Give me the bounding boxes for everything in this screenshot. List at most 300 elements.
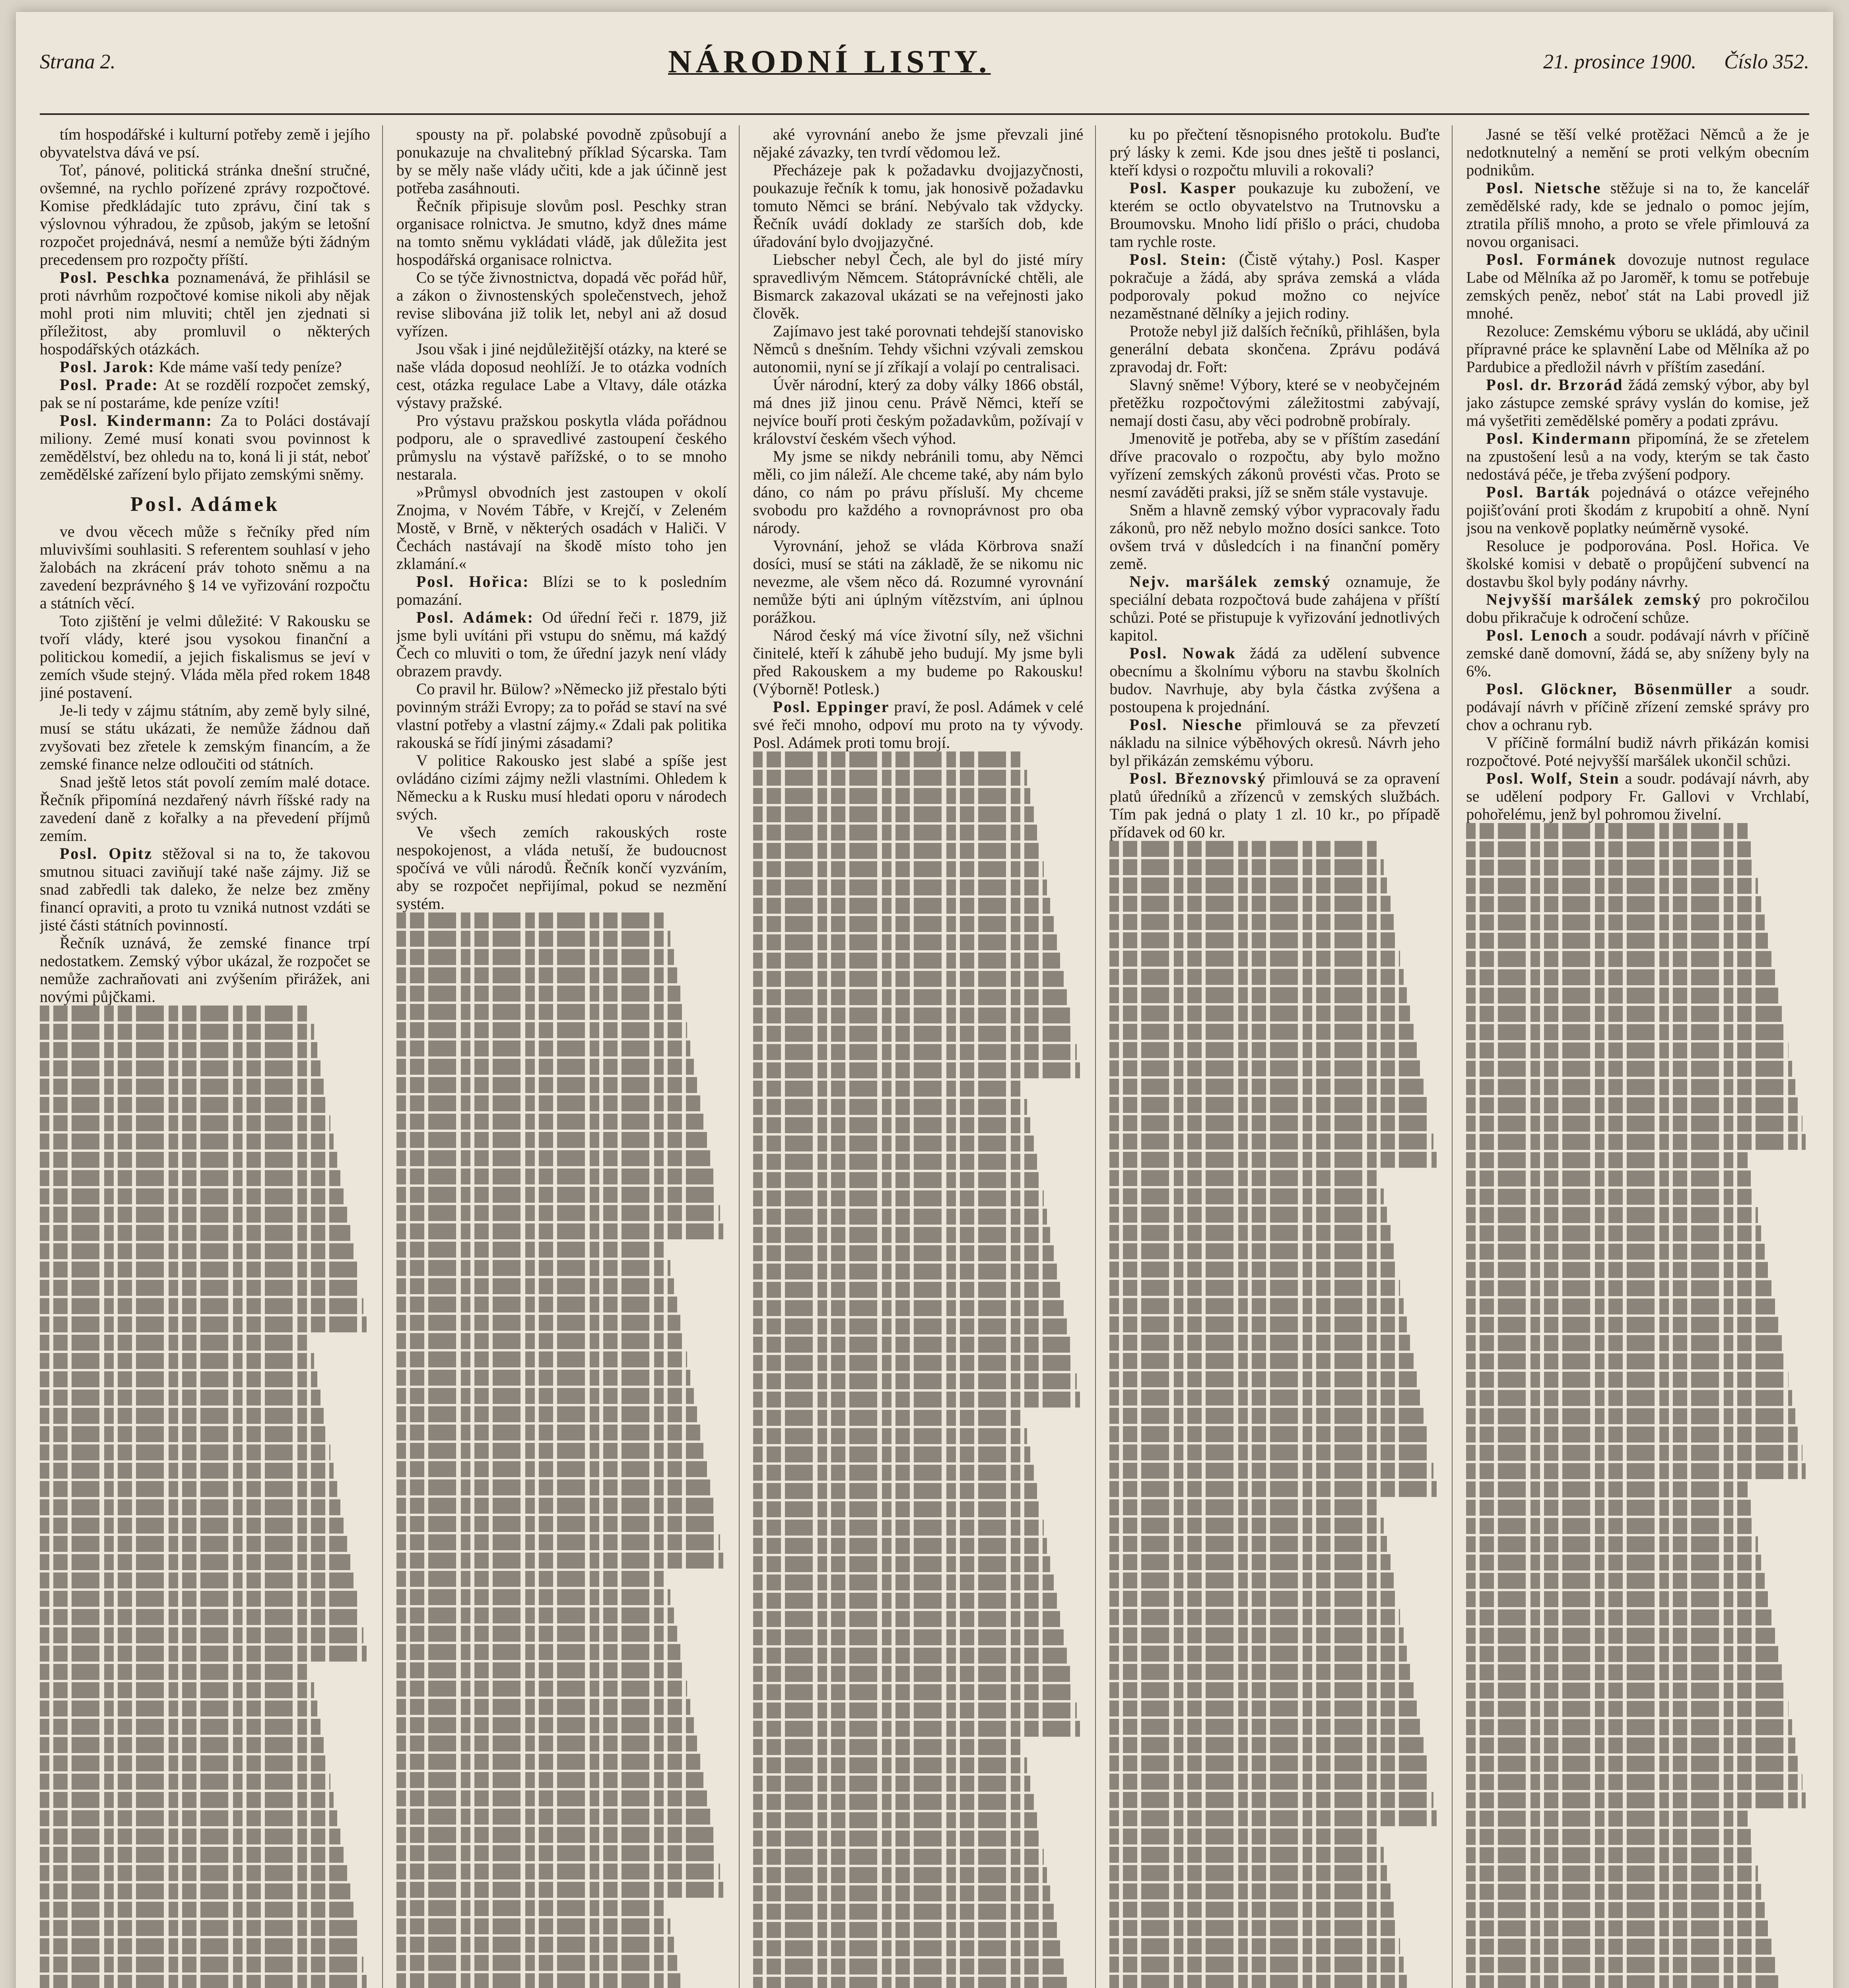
text-line-texture	[1466, 1609, 1771, 1625]
text-line-texture	[1466, 1920, 1768, 1936]
text-line-texture	[396, 1955, 677, 1971]
speaker-name: Posl. Březnovský	[1129, 769, 1267, 787]
text-line-texture	[396, 1772, 704, 1788]
speaker-name: Posl. Kindermann	[1486, 429, 1631, 447]
speaker-name: Posl. Niesche	[1129, 716, 1243, 734]
speaker-name: Nejvyšší maršálek zemský	[1486, 590, 1702, 608]
article-paragraph	[396, 268, 727, 340]
text-line-texture	[1466, 1189, 1754, 1205]
speaker-name: Posl. Hořica:	[416, 573, 530, 590]
paragraph-text: Ve všech zemích rakouských roste nespokojenost, a vláda netuší, že budoucnost spočívá ve vůli národů. Řečník končí vyzváním, aby se rozpočet nepřijímal, pokud se nezmění systém.	[396, 823, 727, 912]
text-line-texture	[396, 912, 667, 928]
text-line-texture	[753, 1136, 1034, 1151]
text-line-texture	[753, 1739, 1024, 1755]
text-line-texture	[1109, 1719, 1420, 1735]
text-line-texture	[1466, 1555, 1761, 1571]
text-line-texture	[40, 1573, 353, 1588]
text-line-texture	[40, 1682, 314, 1698]
text-line-texture	[396, 1589, 671, 1605]
text-line-texture	[1109, 1554, 1390, 1570]
article-paragraph	[40, 268, 370, 358]
text-line-texture	[396, 1790, 707, 1806]
text-line-texture	[1466, 1299, 1775, 1314]
text-line-texture	[396, 1443, 704, 1459]
text-line-texture	[753, 953, 1060, 969]
text-line-texture	[753, 1282, 1060, 1298]
speaker-name: Posl. Peschka	[60, 268, 171, 286]
text-line-texture	[396, 1461, 707, 1477]
print-texture	[396, 912, 727, 1988]
text-line-texture	[1109, 932, 1397, 948]
text-line-texture	[1109, 1518, 1384, 1534]
speaker-name: Posl. Nietsche	[1486, 179, 1602, 197]
speaker-name: Posl. Glöckner, Bösenmüller	[1486, 680, 1733, 698]
text-line-texture	[396, 1973, 680, 1988]
text-line-texture	[753, 1428, 1027, 1444]
text-line-texture	[40, 1755, 327, 1771]
article-paragraph	[40, 845, 370, 934]
speaker-name: Posl. Kasper	[1129, 179, 1237, 197]
text-line-texture	[1466, 1024, 1785, 1040]
paragraph-text: Sněm a hlavně zemský výbor vypracovaly řadu zákonů, pro něž nebylo možno dosíci sankce. Toto ovšem trvá v důsledcích i na finanční poměry země.	[1109, 501, 1440, 573]
speaker-name: Posl. Prade:	[60, 376, 159, 394]
text-line-texture	[1466, 1262, 1768, 1278]
text-line-texture	[753, 1318, 1067, 1334]
paragraph-text: Jasné se těší velké protěžaci Němců a že je nedotknutelný a nemění se proti velkým obecním podnikům.	[1466, 125, 1809, 179]
text-line-texture	[1466, 1719, 1792, 1735]
article-paragraph	[396, 197, 727, 268]
paragraph-text: At se rozdělí rozpočet zemský, pak se ní postaráme, kde peníze vzíti!	[40, 376, 370, 412]
text-line-texture	[396, 931, 671, 947]
text-line-texture	[753, 1062, 1080, 1078]
text-line-texture	[1109, 1006, 1410, 1021]
article-paragraph	[1109, 429, 1440, 501]
text-line-texture	[40, 1298, 363, 1314]
paragraph-text: dovozuje nutnost regulace Labe od Mělníka až po Jaroměř, k tomu se potřebuje zemských peněz, neboť stát na Labi provedl již mnohé.	[1466, 250, 1809, 322]
text-line-texture	[1109, 1170, 1380, 1186]
text-line-texture	[1466, 1408, 1795, 1424]
paragraph-text: připomíná, že se zřetelem na zpustošení lesů a na vody, kterým se tak často nedostává péče, je třeba zvýšení podpory.	[1466, 429, 1809, 483]
text-line-texture	[1466, 1701, 1789, 1717]
text-line-texture	[1466, 1097, 1799, 1113]
article-paragraph	[396, 412, 727, 483]
text-line-texture	[1109, 1408, 1423, 1424]
text-line-texture	[753, 1867, 1047, 1883]
speaker-name: Nejv. maršálek zemský	[1129, 573, 1331, 590]
text-line-texture	[753, 1977, 1067, 1988]
paragraph-text: Slavný sněme! Výbory, které se v neobyčejném přetěžku rozpočtovými záležitostmi zabývají, nemají dosti času, aby věci podrobně probíraly.	[1109, 376, 1440, 429]
text-line-texture	[753, 1648, 1067, 1664]
paragraph-text: Úvěr národní, který za doby války 1866 obstál, má dnes již jinou cenu. Právě Němci, kteří se nejvíce bouří proti českým požadavkům, požívají v království českém všech výhod.	[753, 376, 1084, 447]
text-line-texture	[396, 1900, 667, 1916]
masthead-rule	[40, 113, 1809, 115]
text-line-texture	[1109, 1371, 1417, 1387]
text-line-texture	[40, 1243, 353, 1259]
text-line-texture	[1109, 1774, 1430, 1790]
text-line-texture	[40, 1262, 357, 1277]
text-line-texture	[1109, 1938, 1400, 1954]
text-line-texture	[40, 1006, 311, 1021]
section-heading: Posl. Adámek	[130, 493, 280, 516]
text-line-texture	[1109, 1591, 1397, 1607]
text-line-texture	[1109, 1792, 1433, 1808]
article-paragraph	[396, 751, 727, 823]
text-line-texture	[40, 1536, 347, 1552]
speaker-name: Posl. Kindermann:	[60, 412, 213, 429]
text-line-texture	[1466, 1225, 1761, 1241]
text-line-texture	[396, 1607, 674, 1623]
paragraph-text: (Čistě výtahy.) Posl. Kasper pokračuje a žádá, aby správa zemská a vláda podporovaly pokud možno co nejvíce nezaměstnané dělníky a jejich rodiny.	[1109, 250, 1440, 322]
paragraph-text: V politice Rakousko jest slabé a spíše jest ovládáno cizími zájmy nežli vlastními. Ohledem k Německu a k Rusku musí hledati oporu v národech svých.	[396, 751, 727, 823]
text-line-texture	[753, 1355, 1074, 1371]
paragraph-text: Je-li tedy v zájmu státním, aby země byly silné, musí se státu ukázati, že nemůže žádnou daň zvyšovati bez zřetele k zemským financím, a že zemské finance nelze odloučiti od státních.	[40, 701, 370, 773]
article-paragraph	[396, 483, 727, 573]
text-line-texture	[1466, 1390, 1792, 1406]
text-line-texture	[1109, 1975, 1407, 1988]
paragraph-text: Snad ještě letos stát povolí zemím malé dotace. Řečník připomíná nezdařený návrh říšské rady na zavedení daně z kořalky a na převedení příjmů zemím.	[40, 773, 370, 845]
column-3	[753, 125, 1096, 1988]
text-line-texture	[1109, 1243, 1393, 1259]
text-line-texture	[1109, 896, 1390, 912]
paragraph-text: Toto zjištění je velmi důležité: V Rakousku se tvoří vlády, které jsou vysokou finanční a politickou komedií, a jejich fiskalismus se jeví v zemích všude stejný. Vláda měla před rokem 1848 jiné postavení.	[40, 612, 370, 701]
text-line-texture	[396, 1205, 720, 1221]
text-line-texture	[40, 1902, 353, 1918]
text-line-texture	[1466, 1481, 1747, 1497]
paragraph-text: Jmenovitě je potřeba, aby se v příštím zasedání dříve pracovalo o rozpočtu, aby bylo možno vyřízení zemských zákonů provésti včas. Proto se nesmí zaváděti praksi, jíž se sněm stále vystavuje.	[1109, 429, 1440, 501]
text-line-texture	[1109, 951, 1400, 967]
article-paragraph	[1466, 769, 1809, 823]
text-line-texture	[40, 1829, 340, 1844]
text-line-texture	[753, 1337, 1070, 1353]
text-line-texture	[753, 1044, 1077, 1060]
text-line-texture	[753, 1593, 1057, 1609]
speaker-name: Posl. Formánek	[1486, 250, 1617, 268]
text-line-texture	[753, 1757, 1027, 1773]
text-line-texture	[1466, 1500, 1751, 1516]
article-paragraph	[1109, 322, 1440, 376]
issue-date: 21. prosince 1900.	[1543, 50, 1697, 73]
text-line-texture	[396, 1736, 697, 1751]
article-paragraph	[40, 773, 370, 845]
text-line-texture	[753, 1099, 1027, 1115]
column-5	[1466, 125, 1809, 1988]
text-line-texture	[1466, 896, 1761, 912]
text-line-texture	[753, 825, 1037, 841]
text-line-texture	[396, 1077, 697, 1093]
text-line-texture	[40, 1426, 327, 1442]
paragraph-text: »Průmysl obvodních jest zastoupen v okolí Znojma, v Novém Tábře, v Krejčí, v Zeleném Mostě, v Brně, v některých osadách v Haliči. V Čechách nastávají na škodě místo toho jen zklamání.«	[396, 483, 727, 573]
text-line-texture	[1466, 841, 1751, 857]
text-line-texture	[40, 1554, 350, 1570]
text-line-texture	[40, 1207, 347, 1223]
text-line-texture	[1466, 969, 1775, 985]
paragraph-text: V příčině formální budiž návrh přikázán komisi rozpočtové. Poté nejvyšší maršálek ukončil schůzi.	[1466, 734, 1809, 769]
text-line-texture	[1466, 1884, 1761, 1900]
text-line-texture	[753, 1849, 1044, 1865]
speaker-name: Posl. Eppinger	[773, 698, 890, 716]
text-line-texture	[396, 1022, 687, 1038]
article-paragraph	[1466, 483, 1809, 537]
text-line-texture	[1109, 914, 1393, 930]
text-line-texture	[40, 1774, 330, 1790]
masthead	[40, 12, 1809, 111]
text-line-texture	[40, 1188, 344, 1204]
article-paragraph	[40, 125, 370, 161]
text-line-texture	[40, 1444, 330, 1460]
text-line-texture	[753, 1831, 1041, 1846]
text-line-texture	[753, 751, 1024, 767]
paragraph-text: Řečník připisuje slovům posl. Peschky stran organisace rolnictva. Je smutno, když dnes máme na tomto sněmu vykládati vládě, jak důležita jest hospodářská organisace rolnictva.	[396, 197, 727, 268]
article-paragraph	[1466, 322, 1809, 376]
text-line-texture	[1109, 1060, 1420, 1076]
paragraph-text: pojednává o otázce veřejného pojišťování proti škodám z krupobití a ohně. Nyní jsou na venkově poplatky neúměrně vysoké.	[1466, 483, 1809, 537]
text-line-texture	[396, 1333, 684, 1349]
article-paragraph	[396, 340, 727, 412]
text-line-texture	[396, 1278, 674, 1294]
text-line-texture	[1109, 1115, 1430, 1131]
speaker-name: Posl. Nowak	[1129, 644, 1236, 662]
print-texture	[1466, 823, 1809, 1988]
text-line-texture	[396, 1004, 684, 1020]
text-line-texture	[753, 898, 1051, 914]
text-line-texture	[1109, 1316, 1407, 1332]
text-line-texture	[40, 1042, 317, 1058]
text-line-texture	[753, 1574, 1054, 1590]
text-line-texture	[1466, 1134, 1806, 1150]
text-line-texture	[396, 1223, 723, 1239]
text-line-texture	[753, 1172, 1041, 1188]
speaker-name: Posl. Jarok:	[60, 358, 155, 376]
text-line-texture	[1109, 1262, 1397, 1277]
text-line-texture	[40, 1938, 360, 1954]
text-line-texture	[396, 1864, 720, 1879]
text-line-texture	[1109, 878, 1387, 893]
article-paragraph	[753, 125, 1084, 161]
paragraph-text: žádá za udělení subvence obecnímu a školnímu výboru na stavbu školních budov. Navrhuje, aby byla částka zvýšena a postoupena k projednání.	[1109, 644, 1440, 716]
paragraph-text: Kde máme vaší tedy peníze?	[159, 358, 342, 376]
text-line-texture	[40, 1353, 314, 1369]
text-line-texture	[40, 1865, 347, 1881]
article-paragraph	[1109, 179, 1440, 250]
paragraph-text: žádá zemský výbor, aby byl jako zástupce zemské správy vyslán do komise, jež má vyšetřiti zemědělské poměry a podati zprávu.	[1466, 376, 1809, 429]
text-line-texture	[396, 1150, 710, 1166]
text-line-texture	[1109, 1463, 1433, 1479]
text-line-texture	[753, 1026, 1074, 1042]
text-line-texture	[1109, 1499, 1380, 1515]
paragraph-text: a soudr. podávají návrh v příčině zřízení zemské správy pro chov a ochranu ryb.	[1466, 680, 1809, 734]
paragraph-text: spousty na př. polabské povodně způsobují a ponukazuje na chvalitebný příklad Sýcarska. Tam by se měly naše vlády učiti, kde a jak účinně jest potřeba zasáhnouti.	[396, 125, 727, 197]
text-line-texture	[396, 1260, 671, 1276]
text-line-texture	[396, 1187, 717, 1203]
article-paragraph	[1466, 125, 1809, 179]
text-line-texture	[1466, 1518, 1754, 1534]
text-line-texture	[40, 1957, 363, 1972]
text-line-texture	[40, 1170, 340, 1186]
text-line-texture	[1466, 1573, 1765, 1589]
print-texture	[753, 751, 1084, 1988]
text-line-texture	[1466, 1774, 1802, 1790]
text-line-texture	[1109, 987, 1407, 1003]
text-line-texture	[753, 1794, 1034, 1810]
article-paragraph	[753, 626, 1084, 698]
text-line-texture	[1109, 1335, 1410, 1351]
text-line-texture	[1466, 1244, 1765, 1260]
speaker-name: Posl. Barták	[1486, 483, 1591, 501]
text-line-texture	[40, 1646, 367, 1662]
text-line-texture	[1466, 1792, 1806, 1808]
text-line-texture	[753, 1776, 1031, 1792]
text-line-texture	[396, 1242, 667, 1258]
text-line-texture	[1466, 860, 1754, 876]
text-line-texture	[753, 879, 1047, 895]
text-line-texture	[40, 1060, 320, 1076]
text-line-texture	[753, 1629, 1064, 1645]
paragraph-text: pro pokročilou dobu přikračuje k odročení schůze.	[1466, 590, 1809, 626]
paragraph-text: Rezoluce: Zemskému výboru se ukládá, aby učinil přípravné práce ke splavnění Labe od Mělníka až po Pardubice a předložil návrh v příštím zasedání.	[1466, 322, 1809, 376]
text-line-texture	[1466, 914, 1765, 930]
text-line-texture	[40, 1792, 334, 1808]
paragraph-text: aké vyrovnání anebo že jsme převzali jiné nějaké závazky, ten tvrdí vědomou lež.	[753, 125, 1084, 161]
text-line-texture	[1109, 1701, 1417, 1716]
paragraph-text: Jsou však i jiné nejdůležitější otázky, na které se naše vláda doposud neohlíží. Je to otázka vodních cest, otázka regulace Labe a Vltavy, dále otázka výstavy pražské.	[396, 340, 727, 412]
text-line-texture	[40, 1920, 357, 1936]
issue-number: Číslo 352.	[1724, 50, 1809, 73]
article-paragraph	[1109, 125, 1440, 179]
article-paragraph	[753, 447, 1084, 537]
text-line-texture	[40, 1225, 350, 1241]
text-line-texture	[753, 1721, 1080, 1737]
text-line-texture	[40, 1737, 324, 1753]
article-paragraph	[1109, 716, 1440, 769]
text-line-texture	[1466, 1683, 1785, 1699]
text-line-texture	[1109, 1646, 1407, 1662]
paragraph-text: a soudr. podávají návrh v příčině zemské daně domovní, žádá se, aby sníženy byly na 6%.	[1466, 626, 1809, 680]
paragraph-text: ve dvou věcech může s řečníky před ním mluvivšími souhlasiti. S referentem souhlasí v jeho žalobách na zkrácení práv tohoto sněmu a na zavedení bezprávného § 14 ve vyřizování rozpočtu a státních věcí.	[40, 522, 370, 612]
text-line-texture	[1466, 1353, 1785, 1369]
text-line-texture	[396, 1479, 710, 1495]
text-line-texture	[1109, 841, 1380, 857]
text-line-texture	[753, 1520, 1044, 1536]
paragraph-text: tím hospodářské i kulturní potřeby země i jejího obyvatelstva dává ve psí.	[40, 125, 370, 161]
text-line-texture	[40, 1518, 344, 1534]
print-texture	[1109, 841, 1440, 1988]
text-line-texture	[1109, 1865, 1387, 1881]
text-line-texture	[1109, 1298, 1403, 1314]
article-paragraph	[753, 161, 1084, 250]
text-line-texture	[753, 1465, 1034, 1481]
text-line-texture	[40, 1335, 311, 1351]
text-line-texture	[753, 843, 1041, 859]
text-line-texture	[40, 1810, 337, 1826]
article-paragraph	[396, 680, 727, 751]
text-line-texture	[40, 1280, 360, 1296]
text-line-texture	[40, 1719, 320, 1735]
text-line-texture	[1109, 1810, 1436, 1826]
text-line-texture	[753, 934, 1057, 950]
text-line-texture	[396, 1754, 700, 1770]
text-line-texture	[753, 1904, 1054, 1920]
column-4	[1109, 125, 1453, 1988]
masthead-meta	[1543, 50, 1809, 74]
text-line-texture	[753, 1392, 1080, 1408]
text-line-texture	[40, 1097, 327, 1113]
article-paragraph	[1466, 626, 1809, 680]
paragraph-text: Za to Poláci dostávají miliony. Zemé musí konati svou povinnost k zemědělství, bez ohledu na to, koná li ji stát, neboť zemědělské zařízení bylo přijato zemskými sněmy.	[40, 412, 370, 483]
text-line-texture	[396, 1516, 717, 1532]
text-line-texture	[40, 1115, 330, 1131]
text-line-texture	[753, 1940, 1060, 1956]
text-line-texture	[753, 1812, 1037, 1828]
text-line-texture	[1466, 951, 1771, 967]
text-line-texture	[1109, 1152, 1436, 1168]
text-line-texture	[1109, 1481, 1436, 1497]
text-line-texture	[396, 1498, 714, 1514]
text-line-texture	[1466, 1317, 1778, 1333]
text-line-texture	[1466, 1152, 1747, 1168]
speaker-name: Posl. Wolf, Stein	[1486, 769, 1620, 787]
article-paragraph	[396, 608, 727, 680]
text-line-texture	[1466, 1536, 1758, 1552]
text-line-texture	[40, 1609, 360, 1625]
paragraph-text: přimlouvá se za opravení platů úředníků a zřízenců v zemských službách. Tím pak jedná o platy 1 zl. 10 kr., po případě přídavek od 60 kr.	[1109, 769, 1440, 841]
text-line-texture	[1466, 1756, 1799, 1772]
paragraph-text: Protože nebyl již dalších řečníků, přihlášen, byla generální debata skončena. Zprávu podává zpravodaj dr. Fořt:	[1109, 322, 1440, 376]
article-paragraph	[1109, 250, 1440, 322]
text-line-texture	[1109, 1829, 1380, 1844]
article-paragraph	[1466, 734, 1809, 769]
text-columns	[40, 125, 1809, 1988]
article-paragraph	[396, 573, 727, 608]
text-line-texture	[40, 1152, 337, 1168]
paragraph-text: Řečník uznává, že zemské finance trpí nedostatkem. Zemský výbor ukázal, že rozpočet se nemůže zachraňovati ani zvýšením přirážek, ani novými půjčkami.	[40, 934, 370, 1006]
text-line-texture	[40, 1079, 324, 1095]
paragraph-text: Zajímavo jest také porovnati tehdejší stanovisko Němců s dnešním. Tehdy všichni vzývali zemskou autonomii, nyní se jí zříkají a volají po centralisaci.	[753, 322, 1084, 376]
text-line-texture	[1109, 1079, 1423, 1095]
text-line-texture	[1466, 1939, 1771, 1955]
article-paragraph	[1109, 644, 1440, 716]
article-paragraph	[40, 934, 370, 1006]
text-line-texture	[753, 1300, 1064, 1316]
paragraph-text: My jsme se nikdy nebránili tomu, aby Němci měli, co jim náleží. Ale chceme také, aby nám bylo dáno, co nám po právu přísluší. My chceme svobodu pro každého a rovnoprávnost pro oba národy.	[753, 447, 1084, 537]
text-line-texture	[1466, 878, 1758, 894]
text-line-texture	[1466, 988, 1778, 1004]
text-line-texture	[396, 1937, 674, 1953]
text-line-texture	[1109, 1353, 1413, 1369]
text-line-texture	[1466, 1006, 1782, 1022]
article-paragraph	[753, 698, 1084, 751]
text-line-texture	[753, 971, 1064, 987]
paragraph-text: ku po přečtení těsnopisného protokolu. Buďte prý lásky k zemi. Kde jsou dnes ještě ti poslanci, kteří kdysi o rozpočtu mluvili a rokovali?	[1109, 125, 1440, 179]
text-line-texture	[40, 1847, 344, 1863]
text-line-texture	[753, 1446, 1031, 1462]
text-line-texture	[1109, 1737, 1423, 1753]
text-line-texture	[1466, 1628, 1775, 1644]
text-line-texture	[396, 1425, 700, 1441]
text-line-texture	[396, 1370, 690, 1386]
text-line-texture	[1466, 1445, 1802, 1461]
article-paragraph	[1466, 680, 1809, 734]
text-line-texture	[1109, 1207, 1387, 1223]
text-line-texture	[40, 1371, 317, 1387]
text-line-texture	[1466, 1957, 1775, 1973]
newspaper-title: NÁRODNÍ LISTY.	[668, 43, 991, 80]
article-paragraph	[40, 412, 370, 483]
text-line-texture	[40, 1463, 334, 1479]
print-texture	[40, 1006, 370, 1988]
text-line-texture	[1466, 1427, 1799, 1442]
paragraph-text: Liebscher nebyl Čech, ale byl do jisté míry spravedlivým Němcem. Státoprávnícké chtěli, ale Bismarck zakazoval ukázati se na veřejnosti jako člověk.	[753, 250, 1084, 322]
paragraph-text: oznamuje, že speciální debata rozpočtová bude zahájena v příští schůzi. Poté se přistupuje k vyřizování jednotlivých kapitol.	[1109, 573, 1440, 644]
